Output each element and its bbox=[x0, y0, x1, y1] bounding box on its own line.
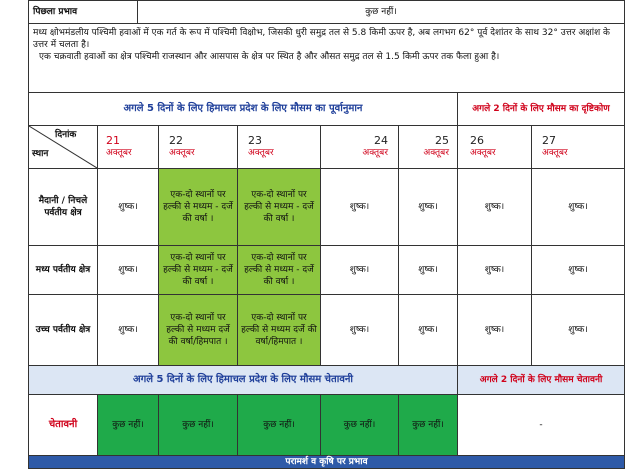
day-month: अक्तूबर bbox=[542, 148, 568, 158]
day-month: अक्तूबर bbox=[169, 148, 195, 158]
warning-cell: कुछ नहीं। bbox=[237, 394, 321, 456]
warning-label: चेतावनी bbox=[28, 394, 98, 456]
forecast-cell-rain: एक-दो स्थानों पर हल्की से मध्यम - दर्जे की वर्षा । bbox=[158, 245, 238, 295]
forecast-cell: शुष्क। bbox=[97, 168, 159, 246]
day-header-26 bbox=[457, 125, 532, 169]
synopsis-block bbox=[28, 23, 625, 93]
outlook-cell: शुष्क। bbox=[457, 168, 532, 246]
forecast-cell: शुष्क। bbox=[97, 294, 159, 366]
day-header-24 bbox=[320, 125, 399, 169]
day-month: अक्तूबर bbox=[423, 148, 449, 158]
warning-cell: कुछ नहीं। bbox=[97, 394, 159, 456]
day-header-25 bbox=[398, 125, 458, 169]
day-month: अक्तूबर bbox=[362, 148, 388, 158]
forecast-cell-rain: एक-दो स्थानों पर हल्की से मध्यम - दर्जे की वर्षा । bbox=[237, 245, 321, 295]
forecast-cell-rain: एक-दो स्थानों पर हल्की से मध्यम दर्जे की वर्षा/हिमपात । bbox=[237, 294, 321, 366]
day-month: अक्तूबर bbox=[248, 148, 274, 158]
row-label-plains: मैदानी / निचले पर्वतीय क्षेत्र bbox=[28, 168, 98, 246]
day-header-27 bbox=[531, 125, 625, 169]
warning-outlook-cell: - bbox=[457, 394, 625, 456]
date-place-corner bbox=[28, 125, 98, 169]
warning-cell: कुछ नहीं। bbox=[320, 394, 399, 456]
synopsis-paragraph-1: मध्य क्षोभमंडलीय पश्चिमी हवाओं में एक गर्त के रूप में पश्चिमी विक्षोभ, जिसकी धुरी समुद्र तल से 5.8 किमी ऊपर है, अब लगभग 62° पूर्व देशांतर के साथ 32° उत्तर अक्षांश के उत्तर में चलता है। bbox=[33, 28, 610, 50]
warning-2day-title: अगले 2 दिनों के लिए मौसम चेतावनी bbox=[457, 365, 625, 395]
outlook-cell: शुष्क। bbox=[531, 168, 625, 246]
impact-label: पिछला प्रभाव bbox=[28, 0, 138, 24]
row-label-mid-hills: मध्य पर्वतीय क्षेत्र bbox=[28, 245, 98, 295]
forecast-cell: शुष्क। bbox=[320, 245, 399, 295]
outlook-cell: शुष्क। bbox=[457, 245, 532, 295]
day-date: 21 bbox=[106, 134, 120, 147]
synopsis-paragraph-2: एक चक्रवाती हवाओं का क्षेत्र पश्चिमी राजस्थान और आसपास के क्षेत्र पर स्थित है और औसत समुद्र तल से 1.5 किमी ऊपर तक फैला हुआ है। bbox=[39, 52, 500, 62]
day-date: 27 bbox=[542, 134, 556, 147]
forecast-cell: शुष्क। bbox=[97, 245, 159, 295]
day-date: 26 bbox=[470, 134, 484, 147]
day-header-22 bbox=[158, 125, 238, 169]
forecast-cell: शुष्क। bbox=[398, 245, 458, 295]
forecast-cell: शुष्क। bbox=[398, 294, 458, 366]
warning-cell: कुछ नहीं। bbox=[398, 394, 458, 456]
forecast-cell: शुष्क। bbox=[398, 168, 458, 246]
day-date: 24 bbox=[374, 134, 388, 147]
outlook-cell: शुष्क। bbox=[457, 294, 532, 366]
forecast-cell-rain: एक-दो स्थानों पर हल्की से मध्यम दर्जे की वर्षा/हिमपात । bbox=[158, 294, 238, 366]
day-header-23 bbox=[237, 125, 321, 169]
row-label-high-hills: उच्च पर्वतीय क्षेत्र bbox=[28, 294, 98, 366]
day-month: अक्तूबर bbox=[106, 148, 132, 158]
day-date: 23 bbox=[248, 134, 262, 147]
corner-place-label: स्थान bbox=[32, 149, 49, 159]
forecast-cell: शुष्क। bbox=[320, 294, 399, 366]
forecast-cell: शुष्क। bbox=[320, 168, 399, 246]
outlook-cell: शुष्क। bbox=[531, 294, 625, 366]
forecast-cell-rain: एक-दो स्थानों पर हल्की से मध्यम - दर्जे की वर्षा । bbox=[237, 168, 321, 246]
day-header-21 bbox=[97, 125, 159, 169]
impact-value: कुछ नहीं। bbox=[137, 0, 625, 24]
advisory-agri-impact-header: परामर्श व कृषि पर प्रभाव bbox=[28, 455, 625, 469]
warning-5day-title: अगले 5 दिनों के लिए हिमाचल प्रदेश के लिए मौसम चेतावनी bbox=[28, 365, 458, 395]
day-date: 25 bbox=[435, 134, 449, 147]
day-month: अक्तूबर bbox=[470, 148, 496, 158]
forecast-cell-rain: एक-दो स्थानों पर हल्की से मध्यम - दर्जे की वर्षा । bbox=[158, 168, 238, 246]
warning-cell: कुछ नहीं। bbox=[158, 394, 238, 456]
forecast-5day-title: अगले 5 दिनों के लिए हिमाचल प्रदेश के लिए मौसम का पूर्वानुमान bbox=[28, 92, 458, 126]
outlook-cell: शुष्क। bbox=[531, 245, 625, 295]
outlook-2day-title: अगले 2 दिनों के लिए मौसम का दृष्टिकोण bbox=[457, 92, 625, 126]
day-date: 22 bbox=[169, 134, 183, 147]
corner-date-label: दिनांक bbox=[55, 130, 77, 140]
